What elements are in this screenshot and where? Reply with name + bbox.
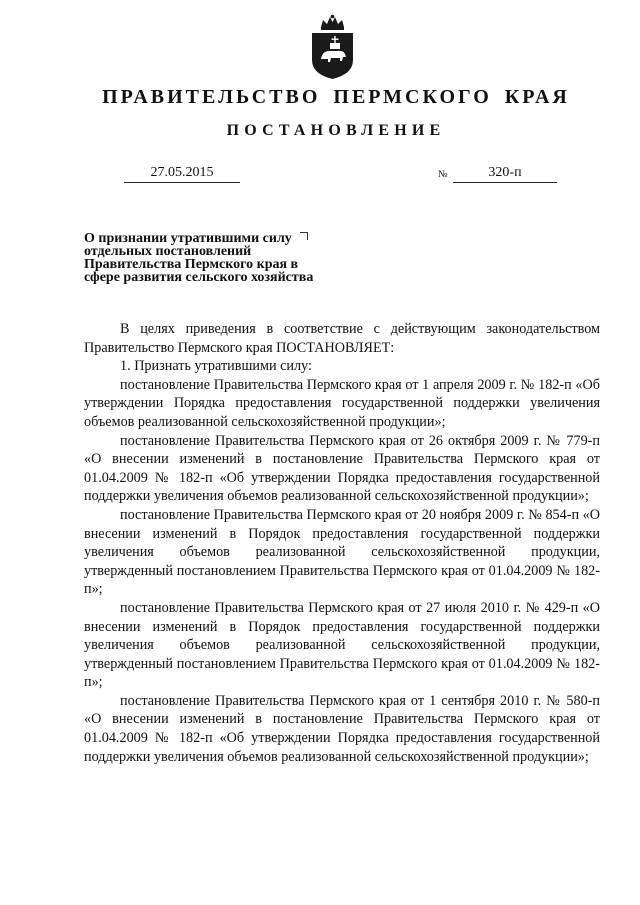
paragraph: постановление Правительства Пермского края от 1 сентября 2010 г. № 580-п «О внесении изменений в постановление Правительства Пермского края от 01.04.2009 № 182-п «Об утверждении Порядка предоставления государственной поддержки увеличения объемов реализованной сельскохозяйственной продукции»;	[84, 692, 600, 765]
paragraph: постановление Правительства Пермского края от 26 октября 2009 г. № 779-п «О внесении изменений в постановление Правительства Пермского края от 01.04.2009 № 182-п «Об утверждении Порядка предоставления государственной поддержки увеличения объемов реализованной сельскохозяйственной продукции»;	[84, 432, 600, 505]
document-number: 320-п	[453, 164, 557, 183]
document-date: 27.05.2015	[124, 164, 240, 183]
paragraph: постановление Правительства Пермского края от 27 июля 2010 г. № 429-п «О внесении изменений в Порядок предоставления государственной поддержки увеличения объемов реализованной сельскохозяйственной продукции, утвержденный постановлением Правительства Пермского края от 01.04.2009 № 182-п»;	[84, 599, 600, 691]
document-subject: О признании утратившими силу отдельных постановлений Правительства Пермского края в сфере развития сельского хозяйства	[84, 231, 314, 285]
paragraph: В целях приведения в соответствие с действующим законодательством Правительство Пермского края ПОСТАНОВЛЯЕТ:	[84, 321, 600, 356]
document-type: ПОСТАНОВЛЕНИЕ	[226, 122, 446, 139]
paragraph: постановление Правительства Пермского края от 1 апреля 2009 г. № 182-п «Об утверждении Порядка предоставления государственной поддержки увеличения объемов реализованной сельскохозяйственной продукции»;	[84, 376, 600, 430]
corner-bracket	[300, 232, 308, 240]
organization-title: ПРАВИТЕЛЬСТВО ПЕРМСКОГО КРАЯ	[102, 86, 570, 108]
coat-of-arms-icon	[309, 14, 356, 80]
document-body	[84, 320, 600, 766]
number-label: №	[438, 169, 448, 180]
paragraph: постановление Правительства Пермского края от 20 ноября 2009 г. № 854-п «О внесении изменений в Порядок предоставления государственной поддержки увеличения объемов реализованной сельскохозяйственной продукции, утвержденный постановлением Правительства Пермского края от 01.04.2009 № 182-п»;	[84, 506, 600, 598]
paragraph: 1. Признать утратившими силу:	[120, 358, 312, 375]
